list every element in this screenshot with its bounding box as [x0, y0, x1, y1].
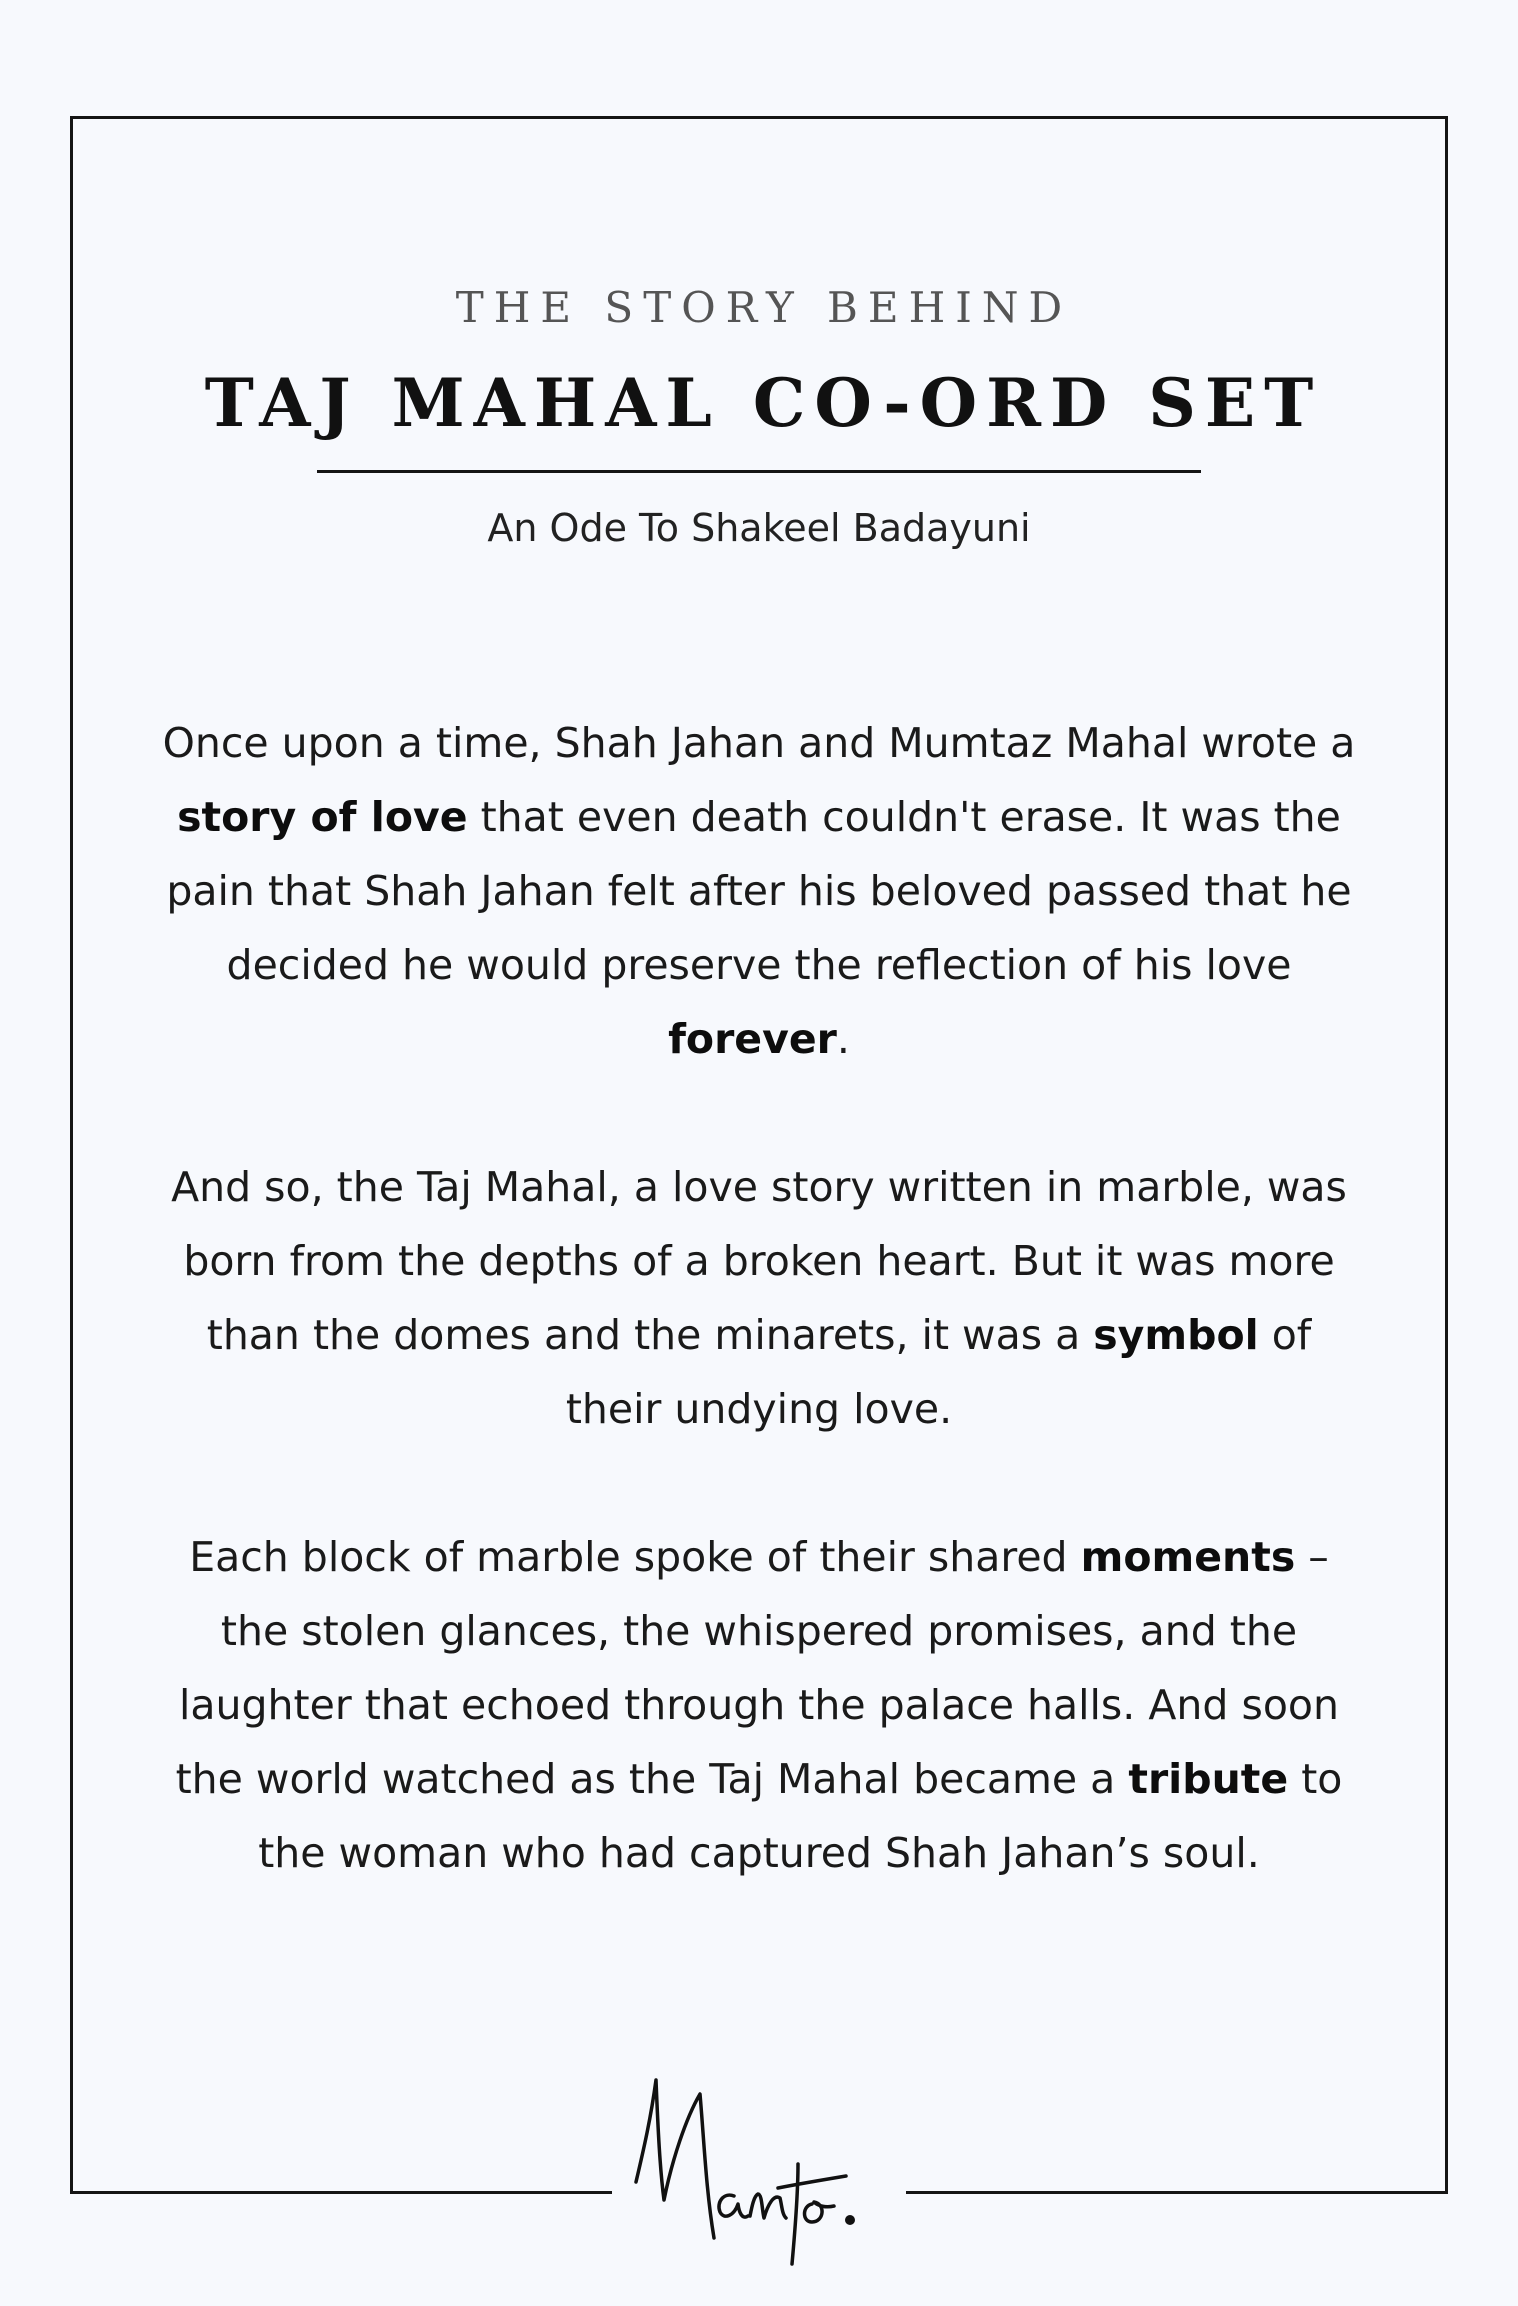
story-text: that even death couldn't erase. It was the pain that Shah Jahan felt after his beloved passed that he decided he would preserve the reflection of his love: [166, 793, 1352, 989]
story-text: .: [836, 1015, 850, 1063]
title-divider: [317, 470, 1201, 473]
story-emphasis: symbol: [1093, 1311, 1259, 1359]
story-text: – the stolen glances, the whispered promises, and the laughter that echoed through the palace halls. And soon the world watched as the Taj Mahal became a: [175, 1533, 1339, 1803]
story-body: [160, 706, 1358, 1890]
page-subtitle: An Ode To Shakeel Badayuni: [487, 506, 1031, 550]
story-text: of their undying love.: [565, 1311, 1312, 1433]
brand-signature-logo: [612, 2060, 906, 2270]
story-emphasis: tribute: [1128, 1755, 1289, 1803]
story-emphasis: story of love: [177, 793, 468, 841]
page-title: TAJ MAHAL CO-ORD SET: [204, 364, 1323, 442]
header: [0, 280, 1518, 553]
story-text: Once upon a time, Shah Jahan and Mumtaz Mahal wrote a: [162, 719, 1356, 767]
story-text: Each block of marble spoke of their shared: [189, 1533, 1081, 1581]
story-text: to the woman who had captured Shah Jahan’s soul.: [258, 1755, 1343, 1877]
story-paragraph-2: [160, 1150, 1358, 1446]
story-emphasis: forever: [668, 1015, 837, 1063]
story-paragraph-3: [160, 1520, 1358, 1890]
story-emphasis: moments: [1080, 1533, 1296, 1581]
eyebrow-text: THE STORY BEHIND: [455, 283, 1073, 332]
story-paragraph-1: [160, 706, 1358, 1076]
story-text: And so, the Taj Mahal, a love story written in marble, was born from the depths of a broken heart. But it was more than the domes and the minarets, it was a: [171, 1163, 1347, 1359]
